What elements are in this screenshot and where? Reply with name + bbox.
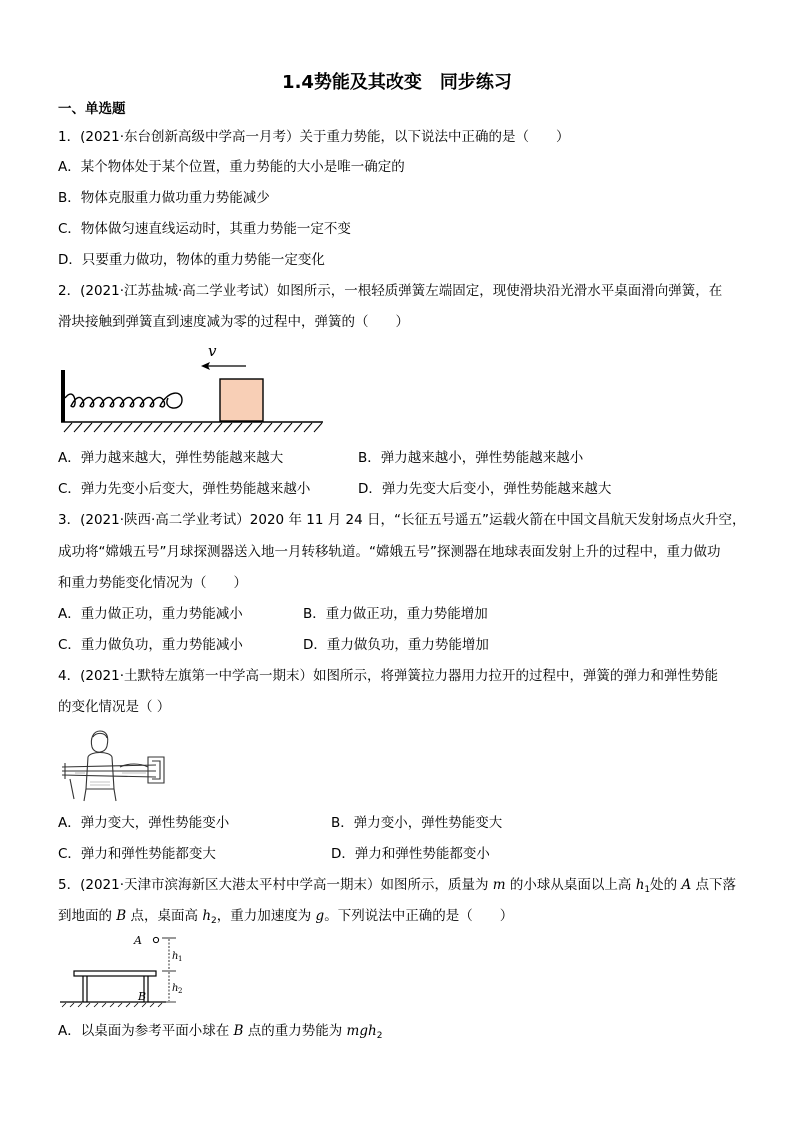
q1-option-d: D．只要重力做功，物体的重力势能一定变化 <box>58 252 325 268</box>
svg-text:h: h <box>172 983 179 994</box>
q3-stem-line3: 和重力势能变化情况为（ ） <box>58 575 247 591</box>
point-a-label: A <box>134 934 142 947</box>
section-heading: 一、单选题 <box>58 101 126 117</box>
q2-option-c: C．弹力先变小后变大，弹性势能越来越小 <box>58 481 311 497</box>
q1-option-a: A．某个物体处于某个位置，重力势能的大小是唯一确定的 <box>58 159 405 175</box>
q4-option-d: D．弹力和弹性势能都变小 <box>331 846 490 862</box>
q2-stem-line1: 2．(2021·江苏盐城·高二学业考试）如图所示，一根轻质弹簧左端固定，现使滑块沿光滑水平桌面滑向弹簧，在 <box>58 283 723 299</box>
spring-coil <box>65 393 182 408</box>
q2-stem-line2: 滑块接触到弹簧直到速度减为零的过程中，弹簧的（ ） <box>58 314 409 330</box>
svg-text:1: 1 <box>178 955 183 963</box>
svg-text:2: 2 <box>178 987 183 995</box>
wall <box>61 370 65 422</box>
q1-option-c: C．物体做匀速直线运动时，其重力势能一定不变 <box>58 221 351 237</box>
q5-stem-line1: 5．(2021·天津市滨海新区大港太平村中学高一期末）如图所示，质量为 m 的小球从桌面以上高 $h_1$处的 A 点下落 <box>58 877 736 895</box>
q4-stem-line1: 4．(2021·土默特左旗第一中学高一期末）如图所示，将弹簧拉力器用力拉开的过程中，弹簧的弹力和弹性势能 <box>58 668 719 684</box>
dimension-h2 <box>169 972 182 1001</box>
q4-stem-line2: 的变化情况是（ ） <box>58 699 171 715</box>
q1-option-b: B．物体克服重力做功重力势能减少 <box>58 190 270 206</box>
svg-text:h: h <box>172 951 179 962</box>
ball-icon <box>153 937 158 942</box>
sliding-block <box>220 379 263 421</box>
q5-stem-line2: 到地面的 B 点，桌面高 $h_2$，重力加速度为 g。下列说法中正确的是（ ） <box>58 908 514 926</box>
q4-option-b: B．弹力变小，弹性势能变大 <box>331 815 503 831</box>
q3-option-a: A．重力做正功，重力势能减小 <box>58 606 243 622</box>
q2-option-d: D．弹力先变大后变小，弹性势能越来越大 <box>358 481 612 497</box>
ball-table-figure <box>58 930 198 1010</box>
velocity-arrow <box>201 362 246 370</box>
q4-option-a: A．弹力变大，弹性势能变小 <box>58 815 230 831</box>
q4-option-c: C．弹力和弹性势能都变大 <box>58 846 216 862</box>
velocity-label: v <box>208 342 217 360</box>
q3-stem-line2: 成功将“嫦娥五号”月球探测器送入地一月转移轨道。“嫦娥五号”探测器在地球表面发射上升的过程中，重力做功 <box>58 544 721 560</box>
spring-exerciser-illustration <box>60 727 170 802</box>
q3-option-d: D．重力做负功，重力势能增加 <box>303 637 489 653</box>
point-b-label: B <box>138 990 147 1003</box>
q2-option-a: A．弹力越来越大，弹性势能越来越大 <box>58 450 284 466</box>
q1-stem: 1．(2021·东台创新高级中学高一月考）关于重力势能，以下说法中正确的是（ ） <box>58 129 570 145</box>
spring-block-figure <box>58 340 328 435</box>
q5-option-a: A．以桌面为参考平面小球在 B 点的重力势能为 mgh$_2$ <box>58 1023 383 1041</box>
ground-hatching <box>64 423 322 432</box>
q3-stem-line1: 3．(2021·陕西·高二学业考试）2020 年 11 月 24 日，“长征五号遥五”运载火箭在中国文昌航天发射场点火升空， <box>58 512 746 528</box>
q3-option-b: B．重力做正功，重力势能增加 <box>303 606 488 622</box>
dimension-h1 <box>169 939 182 970</box>
page-title: 1.4势能及其改变 同步练习 <box>282 72 512 93</box>
q2-option-b: B．弹力越来越小，弹性势能越来越小 <box>358 450 584 466</box>
q3-option-c: C．重力做负功，重力势能减小 <box>58 637 243 653</box>
